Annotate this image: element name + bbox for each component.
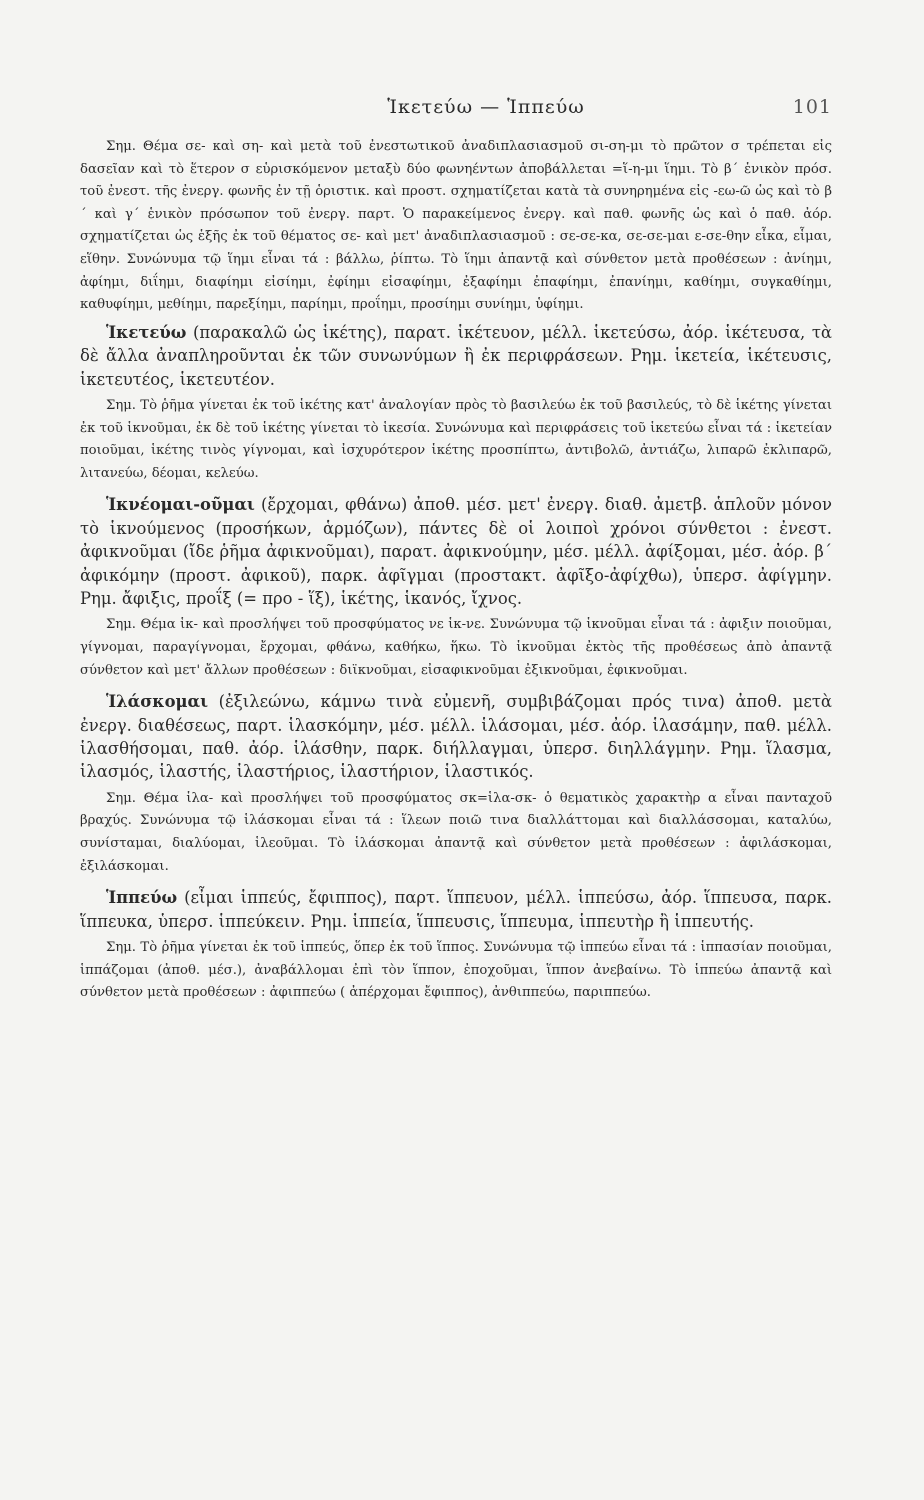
entry-iketeuo-body: (παρακαλῶ ὡς ἱκέτης), παρατ. ἱκέτευον, μέλλ. ἱκετεύσω, ἀόρ. ἱκέτευσα, τὰ δὲ ἄλλα ἀναπληροῦνται ἐκ τῶν συνωνύμων ἢ ἐκ περιφράσεων. Ρημ. ἱκετεία, ἱκέτευσις, ἱκετευτέος, ἱκετευτέον. <box>80 322 832 389</box>
entry-hippeuo-body: (εἶμαι ἱππεύς, ἔφιππος), παρτ. ἵππευον, μέλλ. ἱππεύσω, ἀόρ. ἵππευσα, παρκ. ἵππευκα, ὑπερσ. ἱππεύκειν. Ρημ. ἱππεία, ἵππευσις, ἵππευμα, ἱππευτὴρ ἢ ἱππευτής. <box>80 888 832 931</box>
entry-iketeuo <box>80 321 832 391</box>
entry-hilaskomai-body: (ἐξιλεώνω, κάμνω τινὰ εὐμενῆ, συμβιβάζομαι πρός τινα) ἀποθ. μετὰ ἐνεργ. διαθέσεως, παρτ. ἱλασκόμην, μέσ. μέλλ. ἱλάσομαι, μέσ. ἀόρ. ἱλασάμην, παθ. μέλλ. ἱλασθήσομαι, παθ. ἀόρ. ἱλάσθην, παρκ. διήλλαγμαι, ὑπερσ. διηλλάγμην. Ρημ. ἵλασμα, ἱλασμός, ἱλαστής, ἱλαστήριος, ἱλαστήριον, ἱλαστικός. <box>80 692 832 782</box>
lemma-iketeuo: Ἱκετεύω <box>106 322 187 342</box>
lemma-hiknoumai: Ἱκνέομαι-οῦμαι <box>106 495 255 515</box>
entry-hiknoumai-body: (ἔρχομαι, φθάνω) ἀποθ. μέσ. μετ' ἐνεργ. διαθ. ἀμετβ. ἁπλοῦν μόνον τὸ ἱκνούμενος (προσήκων, ἁρμόζων), πάντες δὲ οἱ λοιποὶ χρόνοι σύνθετοι : ἐνεστ. ἀφικνοῦμαι (ἴδε ῥῆμα ἀφικνοῦμαι), παρατ. ἀφικνούμην, μέσ. μέλλ. ἀφίξομαι, μέσ. ἀόρ. β´ ἀφικόμην (προστ. ἀφικοῦ), παρκ. ἀφῖγμαι (προστακτ. ἀφῖξο-ἀφίχθω), ὑπερσ. ἀφίγμην. Ρημ. ἄφιξις, προΐξ (= προ - ἵξ), ἱκέτης, ἱκανός, ἴχνος. <box>80 495 832 608</box>
note-iketeuo: Σημ. Τὸ ῥῆμα γίνεται ἐκ τοῦ ἱκέτης κατ' ἀναλογίαν πρὸς τὸ βασιλεύω ἐκ τοῦ βασιλεύς, τὸ δὲ ἱκέτης γίνεται ἐκ τοῦ ἱκνοῦμαι, ἐκ δὲ τοῦ ἱκέτης γίνεται τὸ ἱκεσία. Συνώνυμα καὶ περιφράσεις τοῦ ἱκετεύω εἶναι τά : ἱκετείαν ποιοῦμαι, ἱκέτης τινὸς γίγνομαι, καὶ ἰσχυρότερον ἱκέτης προσπίπτω, ἀντιβολῶ, ἀντιάζω, λιπαρῶ ἐκλιπαρῶ, λιτανεύω, δέομαι, κελεύω. <box>80 397 832 481</box>
page-number: 101 <box>792 96 832 118</box>
running-head <box>80 96 832 136</box>
note-hiknoumai: Σημ. Θέμα ἱκ- καὶ προσλήψει τοῦ προσφύματος νε ἱκ-νε. Συνώνυμα τῷ ἱκνοῦμαι εἶναι τά : ἀφιξιν ποιοῦμαι, γίγνομαι, παραγίγνομαι, ἔρχομαι, φθάνω, καθήκω, ἥκω. Τὸ ἱκνοῦμαι ἐκτὸς τῆς προθέσεως ἀπὸ ἀπαντᾷ σύνθετον καὶ μετ' ἄλλων προθέσεων : διϊκνοῦμαι, εἰσαφικνοῦμαι ἐξικνοῦμαι, ἐφικνοῦμαι. <box>80 617 832 678</box>
lemma-hippeuo: Ἱππεύω <box>106 888 178 908</box>
lemma-hilaskomai: Ἱλάσκομαι <box>106 692 209 712</box>
page-title: Ἱκετεύω — Ἱππεύω <box>387 96 585 118</box>
note-hilaskomai: Σημ. Θέμα ἱλα- καὶ προσλήψει τοῦ προσφύματος σκ=ἱλα-σκ- ὁ θεματικὸς χαρακτὴρ α εἶναι πανταχοῦ βραχύς. Συνώνυμα τῷ ἱλάσκομαι εἶναι τά : ἵλεων ποιῶ τινα διαλλάττομαι καὶ διαλλάσσομαι, καταλύω, συνίσταμαι, διαλύομαι, ἱλεοῦμαι. Τὸ ἱλάσκομαι ἀπαντᾷ καὶ σύνθετον μετὰ προθέσεων : ἀφιλάσκομαι, ἐξιλάσκομαι. <box>80 790 832 874</box>
entry-hilaskomai <box>80 690 832 784</box>
note-iemi: Σημ. Θέμα σε- καὶ ση- καὶ μετὰ τοῦ ἐνεστωτικοῦ ἀναδιπλασιασμοῦ σι-ση-μι τὸ πρῶτον σ τρέπεται εἰς δασεῖαν καὶ τὸ ἕτερον σ εὑρισκόμενον μεταξὺ δύο φωνηέντων ἀποβάλλεται =ἵ-η-μι ἵημι. Τὸ β´ ἑνικὸν πρόσ. τοῦ ἐνεστ. τῆς ἐνεργ. φωνῆς ἐν τῇ ὁριστικ. καὶ προστ. σχηματίζεται κατὰ τὰ συνηρημένα εἰς -εω-ῶ ὡς καὶ τὸ β´ καὶ γ´ ἑνικὸν πρόσωπον τοῦ ἐνεργ. παρτ. Ὁ παρακείμενος ἐνεργ. καὶ παθ. φωνῆς ὡς καὶ ὁ παθ. ἀόρ. σχηματίζεται ὡς ἑξῆς ἐκ τοῦ θέματος σε- καὶ μετ' ἀναδιπλασιασμοῦ : σε-σε-κα, σε-σε-μαι ε-σε-θην εἶκα, εἷμαι, εἵθην. Συνώνυμα τῷ ἵημι εἶναι τά : βάλλω, ῥίπτω. Τὸ ἵημι ἀπαντᾷ καὶ σύνθετον μετὰ προθέσεων : ἀνίημι, ἀφίημι, διΐημι, διαφίημι εἰσίημι, ἐφίημι εἰσαφίημι, ἐξαφίημι ἐπαφίημι, ἐπανίημι, καθίημι, συγκαθίημι, καθυφίημι, μεθίημι, παρεξίημι, παρίημι, προΐημι, προσίημι συνίημι, ὑφίημι. <box>80 139 832 313</box>
note-hippeuo: Σημ. Τὸ ῥῆμα γίνεται ἐκ τοῦ ἱππεύς, ὅπερ ἐκ τοῦ ἵππος. Συνώνυμα τῷ ἱππεύω εἶναι τά : ἱππασίαν ποιοῦμαι, ἱππάζομαι (ἀποθ. μέσ.), ἀναβάλλομαι ἐπὶ τὸν ἵππον, ἐποχοῦμαι, ἵππον ἀνεβαίνω. Τὸ ἱππεύω ἀπαντᾷ καὶ σύνθετον μετὰ προθέσεων : ἀφιππεύω ( ἀπέρχομαι ἔφιππος), ἀνθιππεύω, παριππεύω. <box>80 939 832 1001</box>
entry-hippeuo <box>80 886 832 933</box>
entry-hiknoumai <box>80 493 832 610</box>
